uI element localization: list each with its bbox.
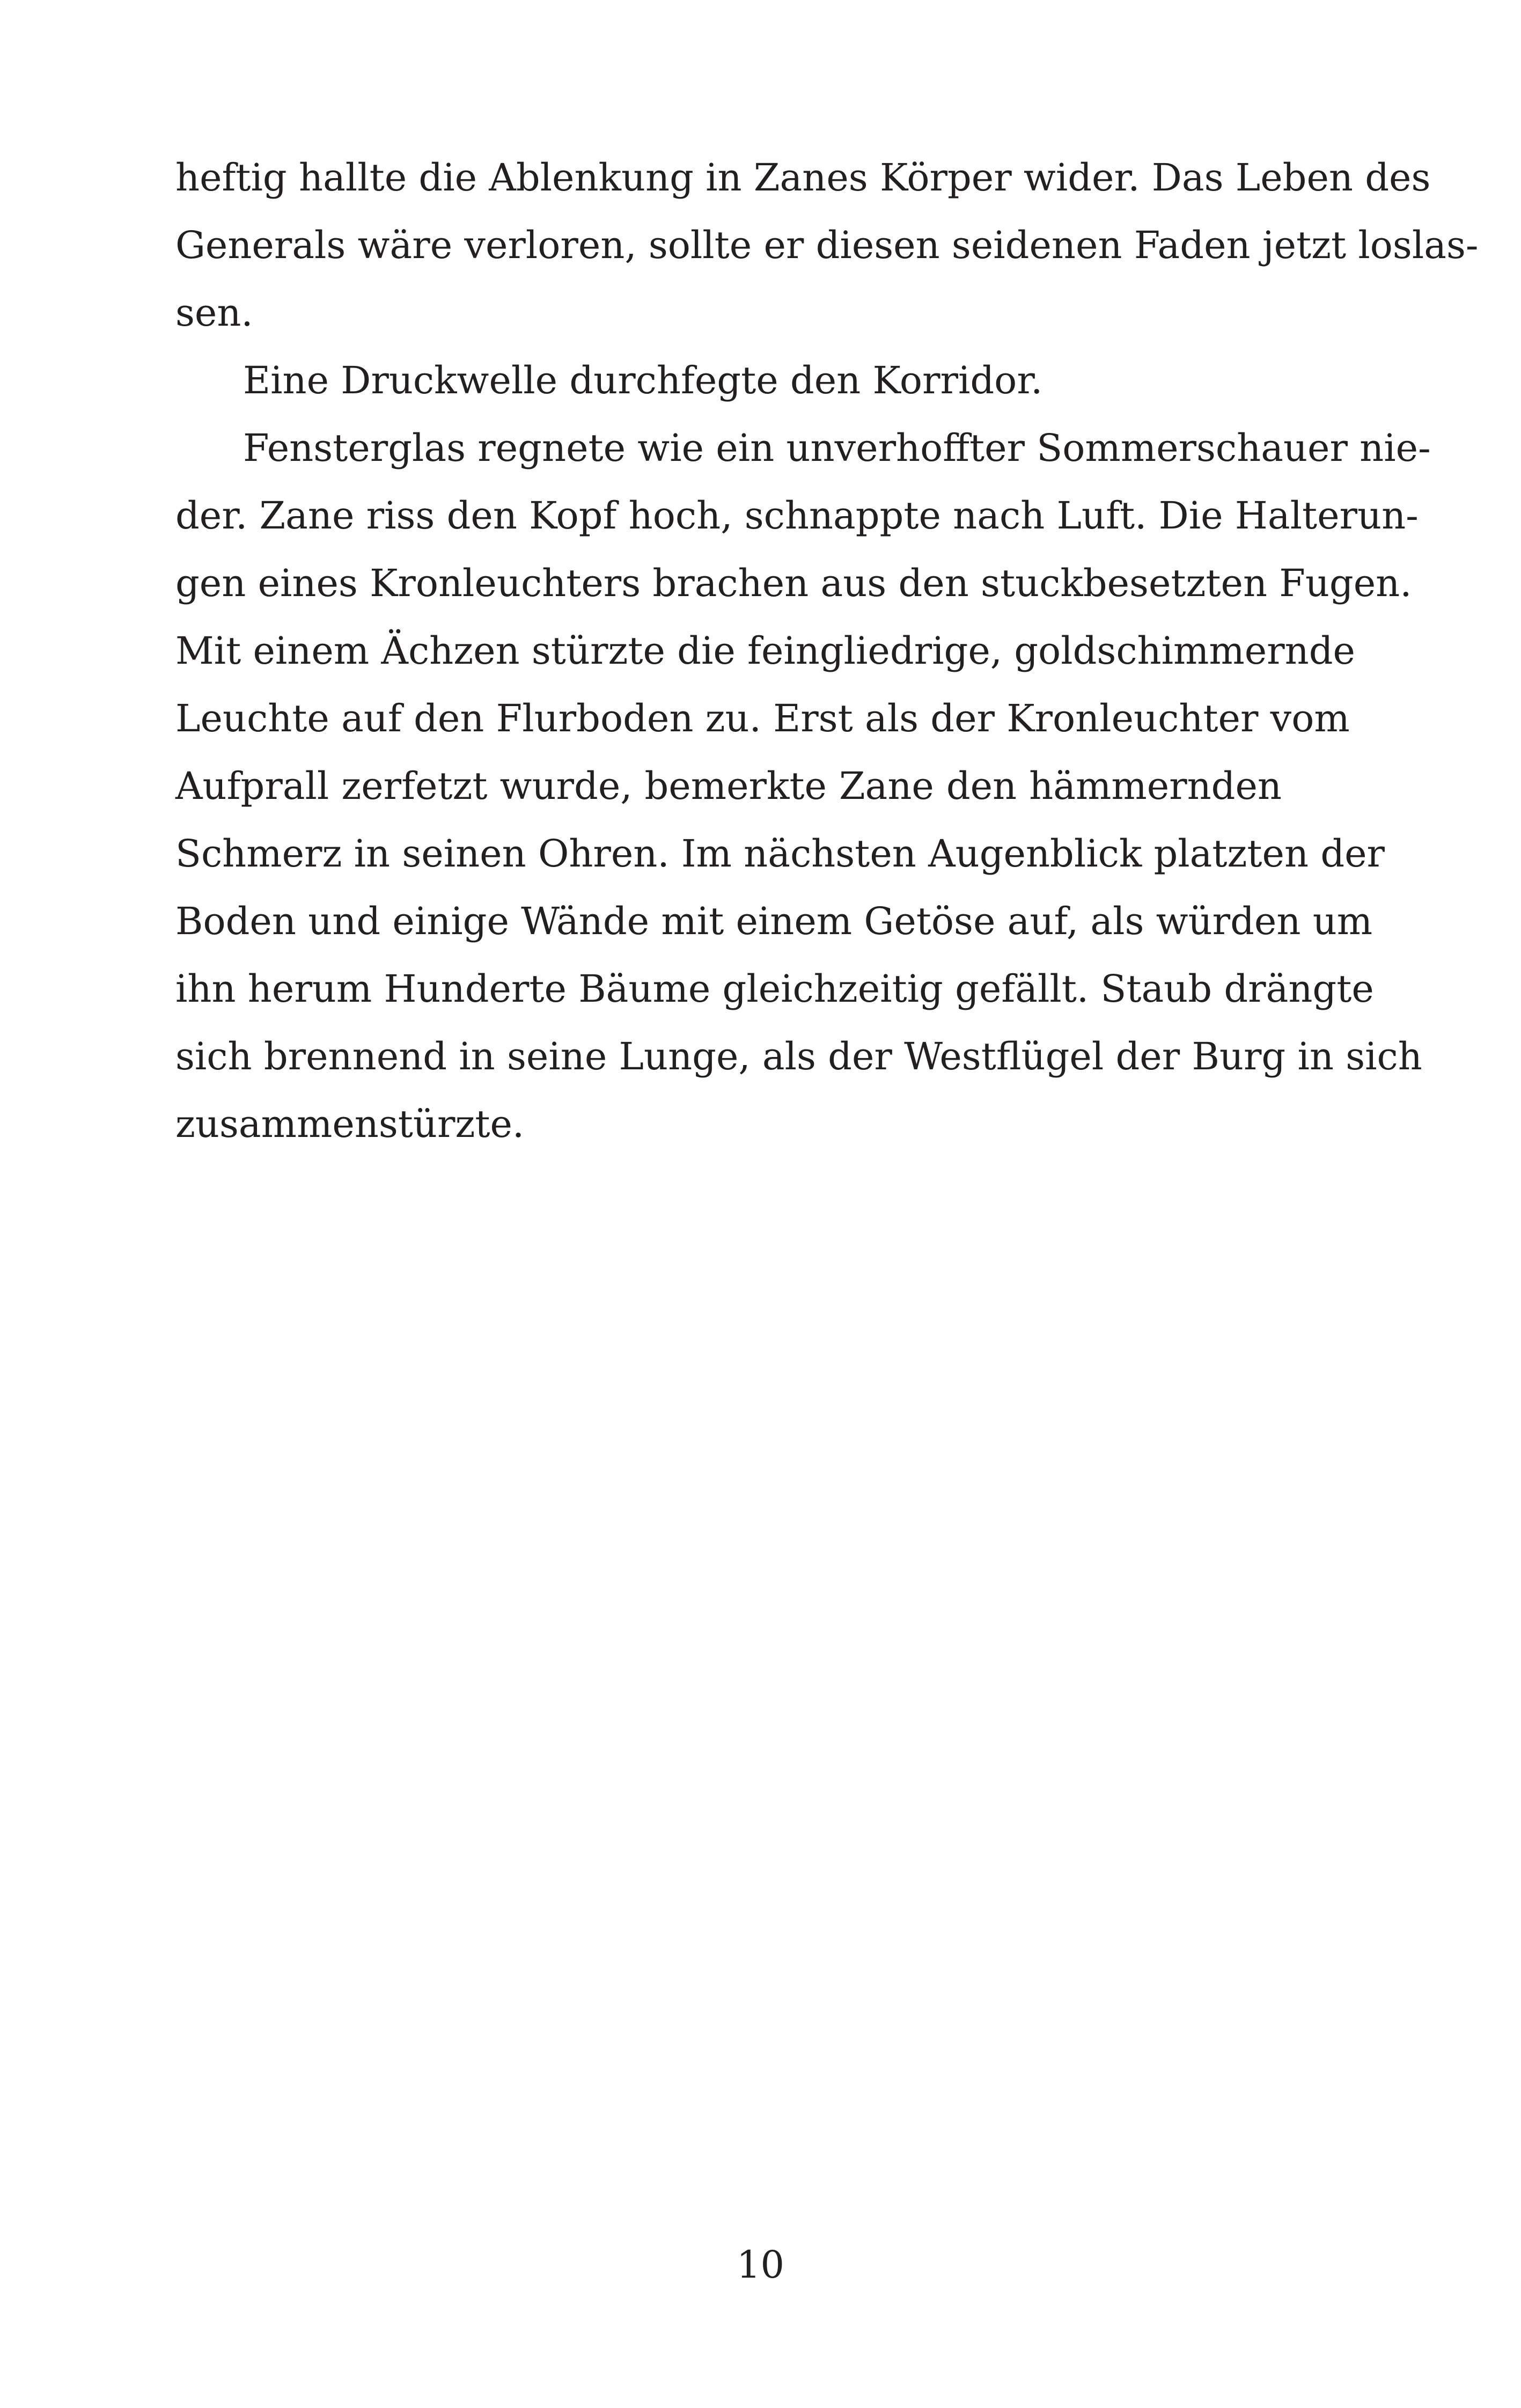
text-line: Eine Druckwelle durchfegte den Korridor. bbox=[243, 358, 1043, 402]
text-line: Leuchte auf den Flurboden zu. Erst als der Kronleuchter vom bbox=[175, 696, 1350, 740]
text-line: Mit einem Ächzen stürzte die feingliedrige, goldschimmernde bbox=[175, 629, 1355, 673]
text-line: Fensterglas regnete wie ein unverhoffter Sommerschauer nie- bbox=[243, 426, 1431, 470]
text-line: gen eines Kronleuchters brachen aus den stuckbesetzten Fugen. bbox=[175, 561, 1412, 605]
text-line: Aufprall zerfetzt wurde, bemerkte Zane den hämmernden bbox=[175, 764, 1282, 808]
text-line: Schmerz in seinen Ohren. Im nächsten Augenblick platzten der bbox=[175, 832, 1385, 876]
text-line: Boden und einige Wände mit einem Getöse auf, als würden um bbox=[175, 899, 1373, 943]
text-line: sen. bbox=[175, 291, 253, 335]
text-line: heftig hallte die Ablenkung in Zanes Körper wider. Das Leben des bbox=[175, 156, 1431, 200]
body-text bbox=[175, 144, 1479, 1158]
text-line: ihn herum Hunderte Bäume gleichzeitig gefällt. Staub drängte bbox=[175, 967, 1374, 1011]
text-line: Generals wäre verloren, sollte er diesen seidenen Faden jetzt loslas- bbox=[175, 223, 1479, 267]
text-line: sich brennend in seine Lunge, als der Westflügel der Burg in sich bbox=[175, 1034, 1422, 1078]
text-line: der. Zane riss den Kopf hoch, schnappte nach Luft. Die Halterun- bbox=[175, 494, 1419, 538]
text-line: zusammenstürzte. bbox=[175, 1102, 525, 1146]
page-number: 10 bbox=[736, 2243, 785, 2287]
